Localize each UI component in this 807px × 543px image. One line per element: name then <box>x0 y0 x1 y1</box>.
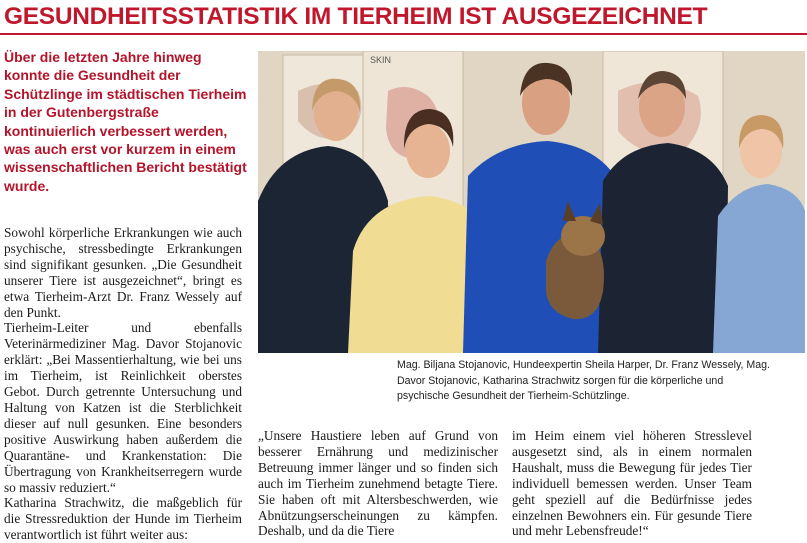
headline-rule <box>0 33 807 35</box>
lead-text: Über die letzten Jahre hinweg konnte die Gesundheit der Schützlinge im städtischen Tierheim in der Gutenbergstraße kontinuierlich verbessert werden, was auch erst vor kurzem in einem wissenschaftlichen Bericht bestätigt wurde. <box>4 49 247 194</box>
paragraph: Tierheim-Leiter und ebenfalls Veterinärmediziner Mag. Davor Stojanovic erklärt: „Bei Massentierhaltung, wie bei uns im Tierheim, ist Reinlichkeit oberstes Gebot. Durch getrennte Untersuchung und Haltung von Katzen ist die Sterblichkeit dieser auf null gesunken. Eine besonders positive Auswirkung haben außerdem die Quarantäne- und Krankenstation: Die Übertragung von Krankheitserregern wurde so massiv reduziert.“ <box>4 320 242 495</box>
person-torso <box>713 184 805 353</box>
lead-paragraph <box>4 48 248 195</box>
headline: GESUNDHEITSSTATISTIK IM TIERHEIM IST AUSGEZEICHNET <box>4 3 708 30</box>
column-2 <box>258 428 498 539</box>
person-face <box>406 124 450 178</box>
paragraph: „Unsere Haustiere leben auf Grund von besserer Ernährung und medizinischer Betreuung immer länger und so finden sich auch im Tierheim zunehmend betagte Tiere. Sie haben oft mit Altersbeschwerden, wie Abnützungserscheinungen zu kämpfen. Deshalb, und da die Tiere <box>258 428 498 539</box>
group-photo <box>258 51 805 353</box>
poster-label: SKIN <box>370 55 392 65</box>
column-1 <box>4 225 242 543</box>
column-3 <box>512 428 752 539</box>
caption-text: Mag. Biljana Stojanovic, Hundeexpertin Sheila Harper, Dr. Franz Wessely, Mag. Davor Stojanovic, Katharina Strachwitz sorgen für die körperliche und psychische Gesundheit der Tierheim-Schützlinge. <box>397 359 770 403</box>
paragraph: Sowohl körperliche Erkrankungen wie auch psychische, stressbedingte Erkrankungen sind signifikant gesunken. „Die Gesundheit unserer Tiere ist ausgezeichnet“, bringt es etwa Tierheim-Arzt Dr. Franz Wessely auf den Punkt. <box>4 225 242 320</box>
paragraph: im Heim einem viel höheren Stresslevel ausgesetzt sind, als in einem normalen Haushalt, muss die Bewegung für jedes Tier individuell bemessen werden. Unser Team geht speziell auf die Bedürfnisse jedes einzelnen Bewohners ein. Für gesunde Tiere und mehr Lebensfreude!“ <box>512 428 752 539</box>
person-torso <box>598 143 728 353</box>
photo-caption <box>397 358 777 405</box>
paragraph: Katharina Strachwitz, die maßgeblich für die Stressreduktion der Hunde im Tierheim verantwortlich ist führt weiter aus: <box>4 495 242 543</box>
photo-illustration <box>258 51 805 353</box>
